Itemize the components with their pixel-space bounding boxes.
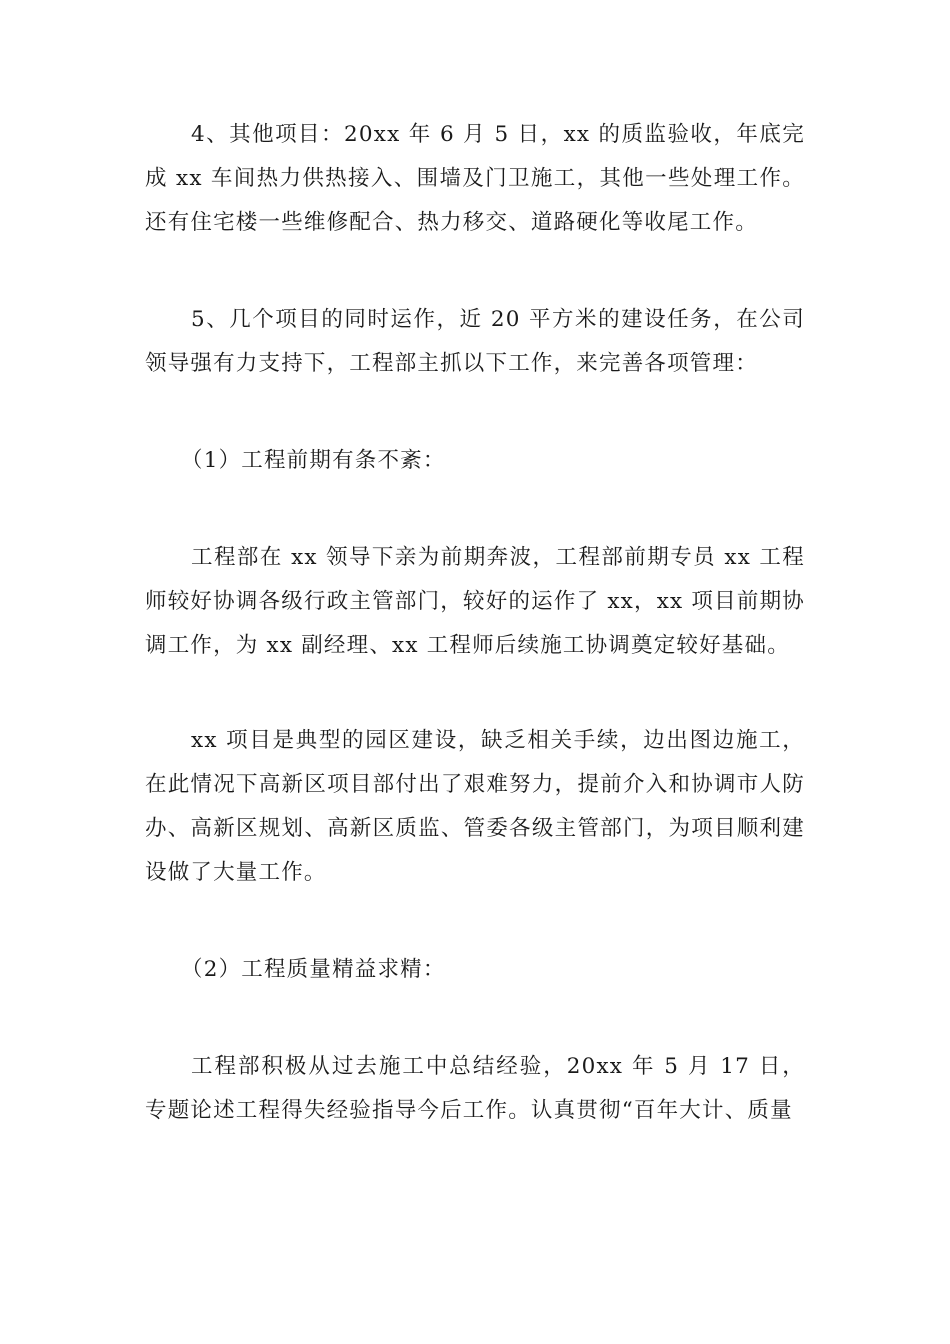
paragraph-spacer	[145, 992, 805, 1045]
paragraph-concurrent-projects: 5、几个项目的同时运作，近 20 平方米的建设任务，在公司领导强有力支持下，工程部主抓以下工作，来完善各项管理：	[145, 307, 805, 376]
paragraph-spacer	[145, 668, 805, 719]
paragraph-other-projects: 4、其他项目：20xx 年 6 月 5 日，xx 的质监验收，年底完成 xx 车间热力供热接入、围墙及门卫施工，其他一些处理工作。还有住宅楼一些维修配合、热力移交、道路硬化等收尾工作。	[145, 122, 805, 235]
paragraph-early-stage-coordination: 工程部在 xx 领导下亲为前期奔波，工程部前期专员 xx 工程师较好协调各级行政主管部门，较好的运作了 xx，xx 项目前期协调工作，为 xx 副经理、xx 工程师后续施工协调奠定较好基础。	[145, 545, 805, 658]
paragraph-spacer	[145, 386, 805, 439]
paragraph-quality-experience: 工程部积极从过去施工中总结经验，20xx 年 5 月 17 日，专题论述工程得失经验指导今后工作。认真贯彻“百年大计、质量	[145, 1054, 805, 1123]
paragraph-spacer	[145, 245, 805, 298]
document-body	[145, 113, 805, 1133]
paragraph-spacer	[145, 483, 805, 536]
paragraph-spacer	[145, 895, 805, 948]
subheading-early-stage: （1）工程前期有条不紊：	[181, 448, 446, 473]
subheading-quality: （2）工程质量精益求精：	[181, 957, 446, 982]
paragraph-park-construction: xx 项目是典型的园区建设，缺乏相关手续，边出图边施工，在此情况下高新区项目部付出了艰难努力，提前介入和协调市人防办、高新区规划、高新区质监、管委各级主管部门，为项目顺利建设做了大量工作。	[145, 728, 805, 885]
